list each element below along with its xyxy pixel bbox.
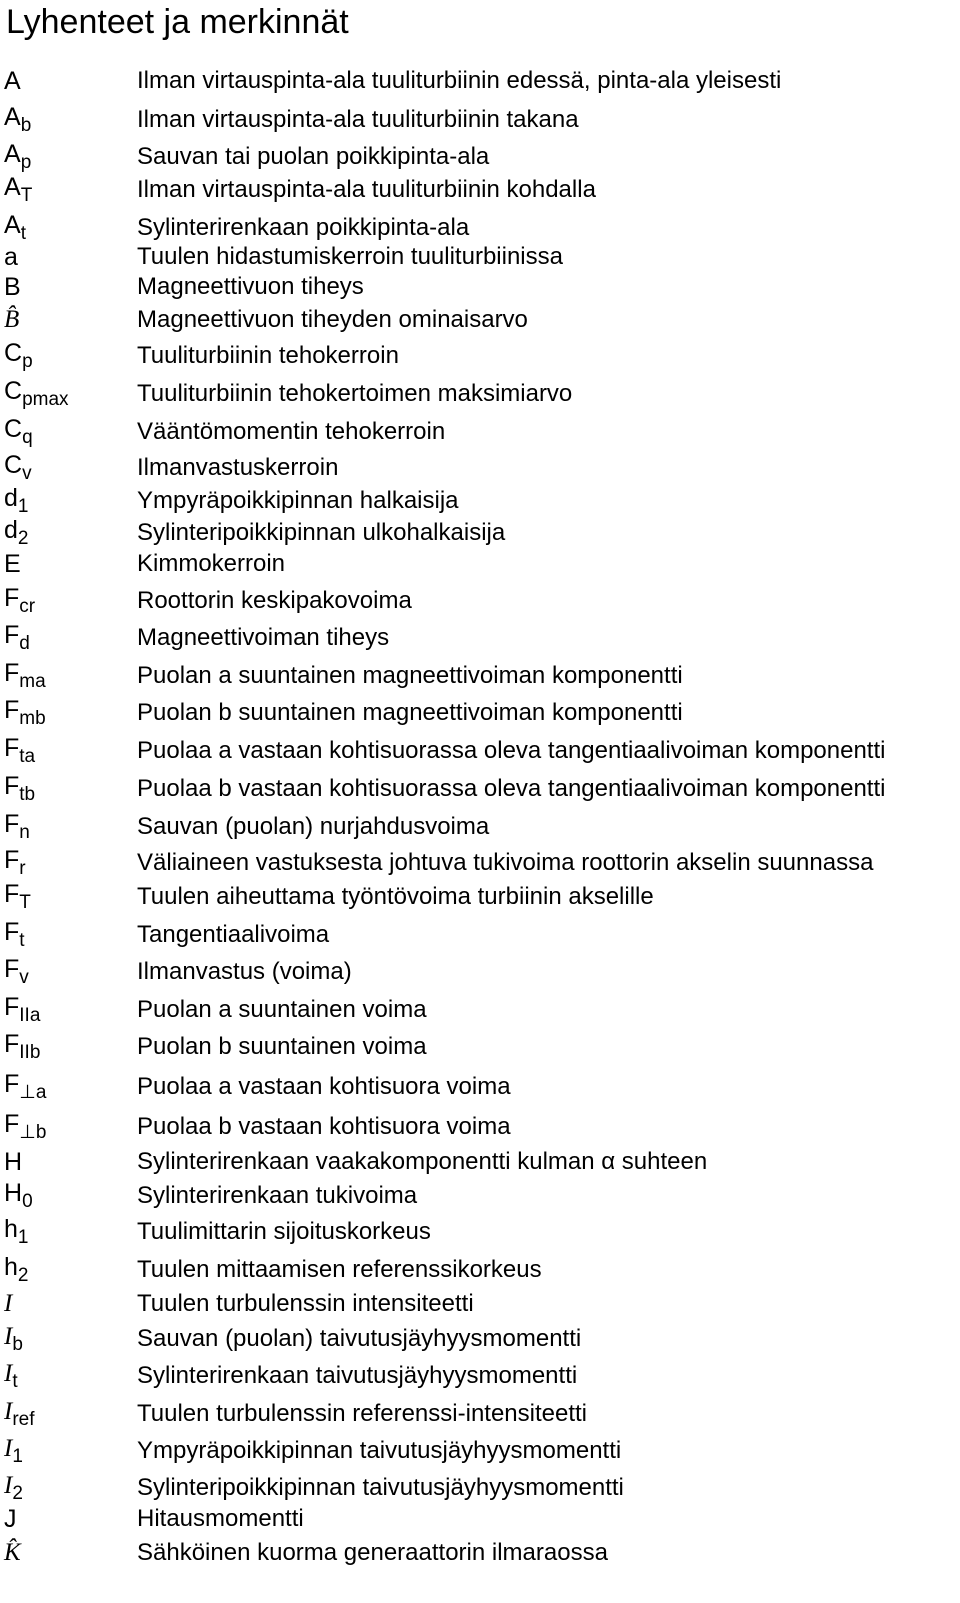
symbol-subscript: 1	[17, 1227, 29, 1248]
definition: Sauvan (puolan) taivutusjäyhyysmomentti	[137, 1325, 582, 1352]
symbol-base: C	[4, 377, 23, 405]
list-item	[0, 774, 960, 804]
symbol-subscript: 0	[22, 1191, 33, 1212]
symbol-base: a	[4, 243, 18, 271]
symbol-base: B	[4, 273, 21, 301]
symbol-subscript: ⊥b	[19, 1122, 47, 1143]
symbol-base: C	[4, 451, 23, 479]
list-item	[0, 341, 960, 371]
symbol-base: C	[4, 415, 23, 443]
definition: Puolaa a vastaan kohtisuora voima	[137, 1073, 511, 1100]
list-item	[0, 105, 960, 135]
symbol	[4, 450, 32, 483]
symbol	[4, 1433, 23, 1466]
list-item	[0, 272, 960, 302]
definition: Sauvan tai puolan poikkipinta-ala	[137, 143, 490, 170]
symbol-base: H	[4, 1179, 23, 1207]
symbol-base: B̂	[4, 306, 20, 333]
symbol	[4, 376, 69, 409]
symbol-base: A	[4, 103, 21, 131]
list-item	[0, 1473, 960, 1503]
definition: Sähköinen kuorma generaattorin ilmaraossa	[137, 1539, 608, 1566]
list-item	[0, 242, 960, 272]
symbol	[4, 483, 28, 516]
symbol	[4, 733, 35, 766]
symbol	[4, 1214, 28, 1247]
symbol	[4, 845, 26, 878]
definition: Tuulen aiheuttama työntövoima turbiinin akselille	[137, 883, 654, 910]
symbol-base: A	[4, 140, 21, 168]
symbol-subscript: 1	[17, 496, 29, 517]
definition: Tuulen mittaamisen referenssikorkeus	[137, 1256, 542, 1283]
symbol-base: h	[4, 1215, 18, 1243]
list-item	[0, 175, 960, 205]
symbol-subscript: b	[20, 115, 32, 136]
symbol-subscript: ta	[19, 746, 36, 767]
symbol	[4, 954, 29, 987]
symbol	[4, 879, 31, 912]
list-item	[0, 1361, 960, 1391]
symbol-subscript: T	[19, 892, 31, 913]
definition: Väliaineen vastuksesta johtuva tukivoima roottorin akselin suunnassa	[137, 849, 874, 876]
definition: Sylinteripoikkipinnan taivutusjäyhyysmomentti	[137, 1474, 624, 1501]
definition: Ilman virtauspinta-ala tuuliturbiinin edessä, pinta-ala yleisesti	[137, 67, 782, 94]
symbol-base: F	[4, 659, 20, 687]
definition: Sylinteripoikkipinnan ulkohalkaisija	[137, 519, 506, 546]
symbol-subscript: t	[12, 1371, 18, 1392]
list-item	[0, 812, 960, 842]
definition: Magneettivuon tiheys	[137, 273, 364, 300]
symbol	[4, 992, 40, 1025]
definition: Tuuliturbiinin tehokertoimen maksimiarvo	[137, 380, 573, 407]
definition: Sylinterirenkaan poikkipinta-ala	[137, 214, 470, 241]
symbol	[4, 583, 35, 616]
symbol-subscript: ⊥a	[19, 1082, 47, 1103]
definition: Vääntömomentin tehokerroin	[137, 418, 446, 445]
list-item	[0, 417, 960, 447]
list-item	[0, 957, 960, 987]
symbol-base: E	[4, 550, 21, 578]
symbol-subscript: q	[22, 427, 33, 448]
definition: Magneettivoiman tiheys	[137, 624, 390, 651]
symbol-base: F	[4, 772, 20, 800]
list-item	[0, 1217, 960, 1247]
symbol-base: F	[4, 584, 20, 612]
list-item	[0, 848, 960, 878]
symbol	[4, 620, 30, 653]
symbol-subscript: n	[19, 822, 30, 843]
symbol-base: F	[4, 810, 20, 838]
definition: Roottorin keskipakovoima	[137, 587, 412, 614]
symbol	[4, 658, 46, 691]
symbol-base: F	[4, 880, 20, 908]
list-item	[0, 1436, 960, 1466]
definition: Tuulen turbulenssin referenssi-intensiteetti	[137, 1400, 588, 1427]
symbol	[4, 917, 25, 950]
symbol	[4, 102, 31, 135]
symbol	[4, 1069, 46, 1102]
symbol-subscript: v	[22, 463, 32, 484]
symbol	[4, 210, 26, 243]
symbol	[4, 695, 46, 728]
definition: Tangentiaalivoima	[137, 921, 330, 948]
list-item	[0, 586, 960, 616]
symbol-subscript: 2	[17, 1265, 29, 1286]
definition: Puolaa a vastaan kohtisuorassa oleva tangentiaalivoiman komponentti	[137, 737, 886, 764]
definition: Puolan a suuntainen voima	[137, 996, 427, 1023]
list-item	[0, 549, 960, 579]
definition: Sylinterirenkaan tukivoima	[137, 1182, 418, 1209]
list-item	[0, 1147, 960, 1177]
definition: Kimmokerroin	[137, 550, 286, 577]
symbol-base: F	[4, 621, 20, 649]
list-item	[0, 1289, 960, 1319]
list-item	[0, 379, 960, 409]
symbol-subscript: cr	[19, 596, 36, 617]
list-item	[0, 623, 960, 653]
definition: Ympyräpoikkipinnan taivutusjäyhyysmomentti	[137, 1437, 622, 1464]
symbol	[4, 1396, 35, 1429]
symbol	[4, 1109, 46, 1142]
page-title: Lyhenteet ja merkinnät	[6, 3, 349, 41]
symbol-base: I	[4, 1290, 13, 1317]
symbol-base: K̂	[4, 1539, 21, 1566]
list-item	[0, 698, 960, 728]
symbol-base: F	[4, 696, 20, 724]
symbol	[4, 809, 30, 842]
symbol	[4, 1178, 33, 1211]
definition: Puolan b suuntainen voima	[137, 1033, 427, 1060]
symbol	[4, 1358, 18, 1391]
list-item	[0, 1324, 960, 1354]
symbol-base: I	[4, 1472, 13, 1499]
list-item	[0, 518, 960, 548]
definition: Ilmanvastuskerroin	[137, 454, 339, 481]
list-item	[0, 1538, 960, 1568]
symbol-subscript: p	[20, 152, 32, 173]
symbol-subscript: p	[22, 351, 33, 372]
symbol	[4, 771, 35, 804]
definition: Tuulimittarin sijoituskorkeus	[137, 1218, 431, 1245]
definition: Puolaa b vastaan kohtisuora voima	[137, 1113, 511, 1140]
symbol-base: I	[4, 1360, 13, 1387]
list-item	[0, 142, 960, 172]
symbol-base: F	[4, 734, 20, 762]
symbol-base: J	[4, 1505, 17, 1533]
symbol-subscript: 2	[12, 1483, 23, 1504]
definition: Ilman virtauspinta-ala tuuliturbiinin kohdalla	[137, 176, 596, 203]
list-item	[0, 995, 960, 1025]
symbol	[4, 172, 32, 205]
symbol-subscript: T	[20, 185, 33, 206]
symbol	[4, 1470, 23, 1503]
definition: Magneettivuon tiheyden ominaisarvo	[137, 306, 528, 333]
symbol-base: I	[4, 1435, 13, 1462]
symbol-subscript: v	[19, 967, 29, 988]
symbol-base: d	[4, 516, 18, 544]
symbol-subscript: t	[20, 223, 26, 244]
symbol-base: A	[4, 173, 21, 201]
symbol	[4, 304, 19, 335]
symbol-base: F	[4, 955, 20, 983]
definition: Ympyräpoikkipinnan halkaisija	[137, 487, 459, 514]
list-item	[0, 1072, 960, 1102]
symbol-base: F	[4, 846, 20, 874]
list-item	[0, 882, 960, 912]
symbol-subscript: IIb	[19, 1042, 41, 1063]
symbol	[4, 1252, 28, 1285]
symbol	[4, 515, 28, 548]
list-item	[0, 1181, 960, 1211]
symbol	[4, 338, 33, 371]
definition: Hitausmomentti	[137, 1505, 304, 1532]
list-item	[0, 305, 960, 335]
list-item	[0, 1255, 960, 1285]
definition: Tuulen turbulenssin intensiteetti	[137, 1290, 474, 1317]
symbol-base: d	[4, 484, 18, 512]
symbol	[4, 1537, 21, 1568]
symbol	[4, 1029, 40, 1062]
definition: Sylinterirenkaan vaakakomponentti kulman α suhteen	[137, 1148, 708, 1175]
symbol	[4, 139, 31, 172]
symbol-base: I	[4, 1323, 13, 1350]
list-item	[0, 213, 960, 243]
symbol-subscript: pmax	[22, 389, 69, 410]
symbol-subscript: tb	[19, 784, 36, 805]
symbol-subscript: ma	[19, 671, 46, 692]
list-item	[0, 1032, 960, 1062]
symbol	[4, 1321, 23, 1354]
symbol-base: C	[4, 339, 23, 367]
symbol-subscript: r	[19, 858, 26, 879]
list-item	[0, 1504, 960, 1534]
symbol-base: F	[4, 993, 20, 1021]
symbol	[4, 414, 33, 447]
symbol-base: A	[4, 67, 21, 95]
list-item	[0, 486, 960, 516]
symbol-subscript: t	[19, 930, 25, 951]
definition: Puolan b suuntainen magneettivoiman komponentti	[137, 699, 683, 726]
symbol	[4, 272, 21, 302]
definition: Ilman virtauspinta-ala tuuliturbiinin takana	[137, 106, 579, 133]
symbol	[4, 549, 21, 579]
definition: Sylinterirenkaan taivutusjäyhyysmomentti	[137, 1362, 578, 1389]
list-item	[0, 66, 960, 96]
list-item	[0, 1112, 960, 1142]
symbol-base: A	[4, 211, 21, 239]
symbol-base: F	[4, 1030, 20, 1058]
list-item	[0, 736, 960, 766]
symbol-subscript: 2	[17, 528, 29, 549]
symbol-base: F	[4, 1070, 20, 1098]
symbol-base: F	[4, 918, 20, 946]
symbol	[4, 1147, 22, 1177]
definition: Tuuliturbiinin tehokerroin	[137, 342, 399, 369]
symbol-subscript: ref	[12, 1409, 35, 1430]
definition: Ilmanvastus (voima)	[137, 958, 352, 985]
symbol	[4, 242, 18, 272]
symbol-subscript: IIa	[19, 1005, 41, 1026]
symbol	[4, 1288, 12, 1319]
symbol-subscript: mb	[19, 708, 46, 729]
list-item	[0, 920, 960, 950]
list-item	[0, 453, 960, 483]
symbol-base: I	[4, 1398, 13, 1425]
symbol-base: h	[4, 1253, 18, 1281]
list-item	[0, 661, 960, 691]
symbol-base: F	[4, 1110, 20, 1138]
symbol-subscript: b	[12, 1334, 23, 1355]
symbol-base: H	[4, 1148, 23, 1176]
definition: Puolan a suuntainen magneettivoiman komponentti	[137, 662, 683, 689]
definition: Tuulen hidastumiskerroin tuuliturbiinissa	[137, 243, 563, 270]
symbol	[4, 66, 21, 96]
symbol-subscript: d	[19, 633, 30, 654]
symbol	[4, 1504, 17, 1534]
definition: Sauvan (puolan) nurjahdusvoima	[137, 813, 490, 840]
list-item	[0, 1399, 960, 1429]
symbol-subscript: 1	[12, 1446, 23, 1467]
definition: Puolaa b vastaan kohtisuorassa oleva tangentiaalivoiman komponentti	[137, 775, 886, 802]
